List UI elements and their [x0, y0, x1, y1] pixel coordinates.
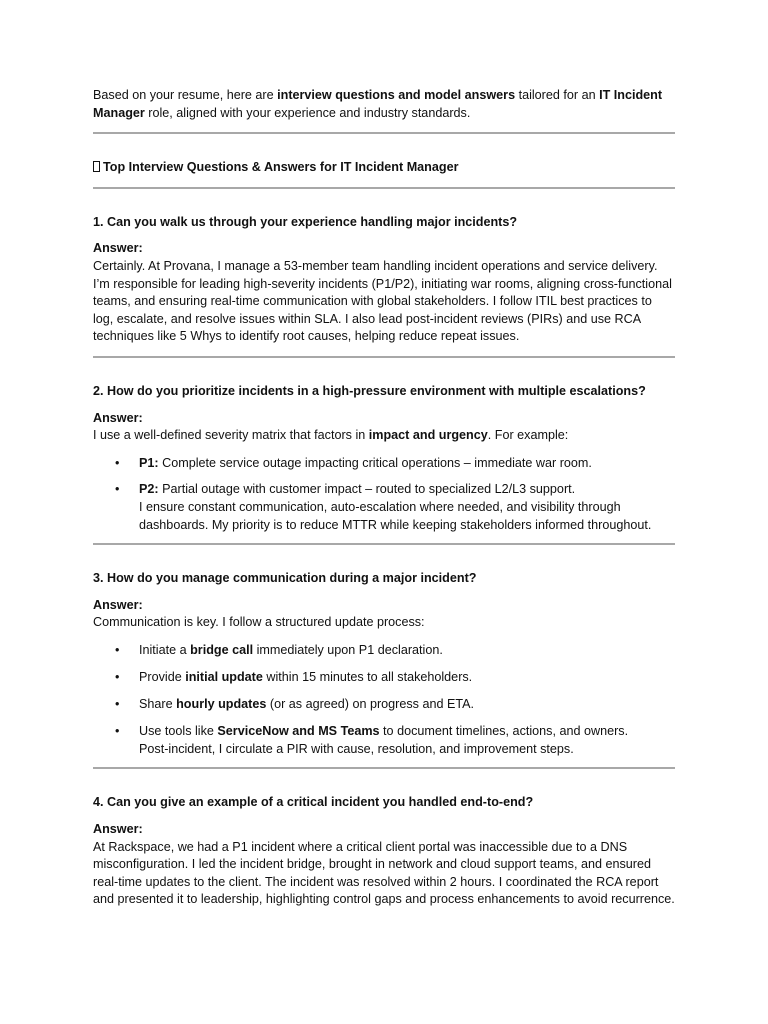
divider — [93, 543, 675, 545]
answer-1: Certainly. At Provana, I manage a 53-member team handling incident operations and service delivery. I’m responsible for leading high-severity incidents (P1/P2), initiating war rooms, aligning cross-functional teams, and ensuring real-time communication with global stakeholders. I follow ITIL best practices to log, escalate, and resolve issues within SLA. I also lead post-incident reviews (PIRs) and use RCA techniques like 5 Whys to identify root causes, helping reduce repeat issues. — [93, 258, 672, 344]
intro-text: Based on your resume, here are — [93, 88, 278, 102]
divider — [93, 187, 675, 189]
list-text: Provide — [139, 669, 186, 684]
p2-text: Partial outage with customer impact – routed to specialized L2/L3 support. — [158, 482, 576, 497]
list-text: immediately upon P1 declaration. — [253, 642, 443, 657]
document-content — [93, 87, 675, 909]
intro-paragraph — [93, 87, 675, 122]
p2-label: P2: — [139, 482, 159, 497]
list-bold: hourly updates — [176, 697, 267, 712]
list-item — [93, 696, 675, 714]
answer-2-intro — [93, 427, 675, 445]
answer-label: Answer: — [93, 410, 143, 425]
list-text: to document timelines, actions, and owners. — [379, 724, 629, 739]
p1-label: P1: — [139, 455, 159, 470]
question-2: 2. How do you prioritize incidents in a high-pressure environment with multiple escalations? — [93, 383, 646, 398]
divider — [93, 132, 675, 134]
list-text: Use tools like — [139, 724, 218, 739]
priority-list — [93, 455, 675, 534]
question-3: 3. How do you manage communication during a major incident? — [93, 571, 477, 586]
list-text: within 15 minutes to all stakeholders. — [262, 669, 473, 684]
answer-3-intro: Communication is key. I follow a structured update process: — [93, 615, 425, 630]
list-bold: ServiceNow and MS Teams — [217, 724, 380, 739]
p1-text: Complete service outage impacting critical operations – immediate war room. — [158, 455, 592, 470]
list-text: Initiate a — [139, 642, 191, 657]
document-title — [93, 159, 675, 177]
list-bold: initial update — [185, 669, 263, 684]
intro-text: role, aligned with your experience and industry standards. — [144, 105, 471, 120]
list-item — [93, 669, 675, 687]
answer-4: At Rackspace, we had a P1 incident where a critical client portal was inaccessible due to a DNS misconfiguration. I led the incident bridge, brought in network and cloud support teams, and ensured real-time updates to the client. The incident was resolved within 2 hours. I coordinated the RCA report and presented it to leadership, highlighting control gaps and process enhancements to avoid recurrence. — [93, 839, 675, 907]
list-bold: bridge call — [190, 642, 254, 657]
answer-text: . For example: — [487, 428, 569, 443]
p2-continuation: I ensure constant communication, auto-escalation where needed, and visibility through dashboards. My priority is to reduce MTTR while keeping stakeholders informed throughout. — [139, 499, 652, 532]
list-item-p2 — [93, 481, 675, 534]
list-text: (or as agreed) on progress and ETA. — [266, 697, 475, 712]
question-4: 4. Can you give an example of a critical incident you handled end-to-end? — [93, 795, 534, 810]
answer-label: Answer: — [93, 241, 143, 256]
list-continuation: Post-incident, I circulate a PIR with cause, resolution, and improvement steps. — [139, 741, 574, 756]
communication-list — [93, 642, 675, 758]
answer-text: I use a well-defined severity matrix that factors in — [93, 428, 369, 443]
list-item — [93, 723, 675, 758]
divider — [93, 767, 675, 769]
intro-bold-role: IT Incident Manager — [93, 88, 663, 120]
question-1: 1. Can you walk us through your experience handling major incidents? — [93, 214, 518, 229]
divider — [93, 356, 675, 358]
document-title-text: Top Interview Questions & Answers for IT Incident Manager — [103, 160, 459, 175]
answer-label: Answer: — [93, 597, 143, 612]
answer-label: Answer: — [93, 821, 143, 836]
missing-glyph-icon — [93, 161, 100, 172]
answer-bold: impact and urgency — [368, 428, 488, 443]
list-item-p1 — [93, 455, 675, 473]
list-text: Share — [139, 697, 177, 712]
intro-bold-questions: interview questions and model answers — [277, 88, 516, 102]
intro-text: tailored for an — [515, 88, 600, 102]
list-item — [93, 642, 675, 660]
